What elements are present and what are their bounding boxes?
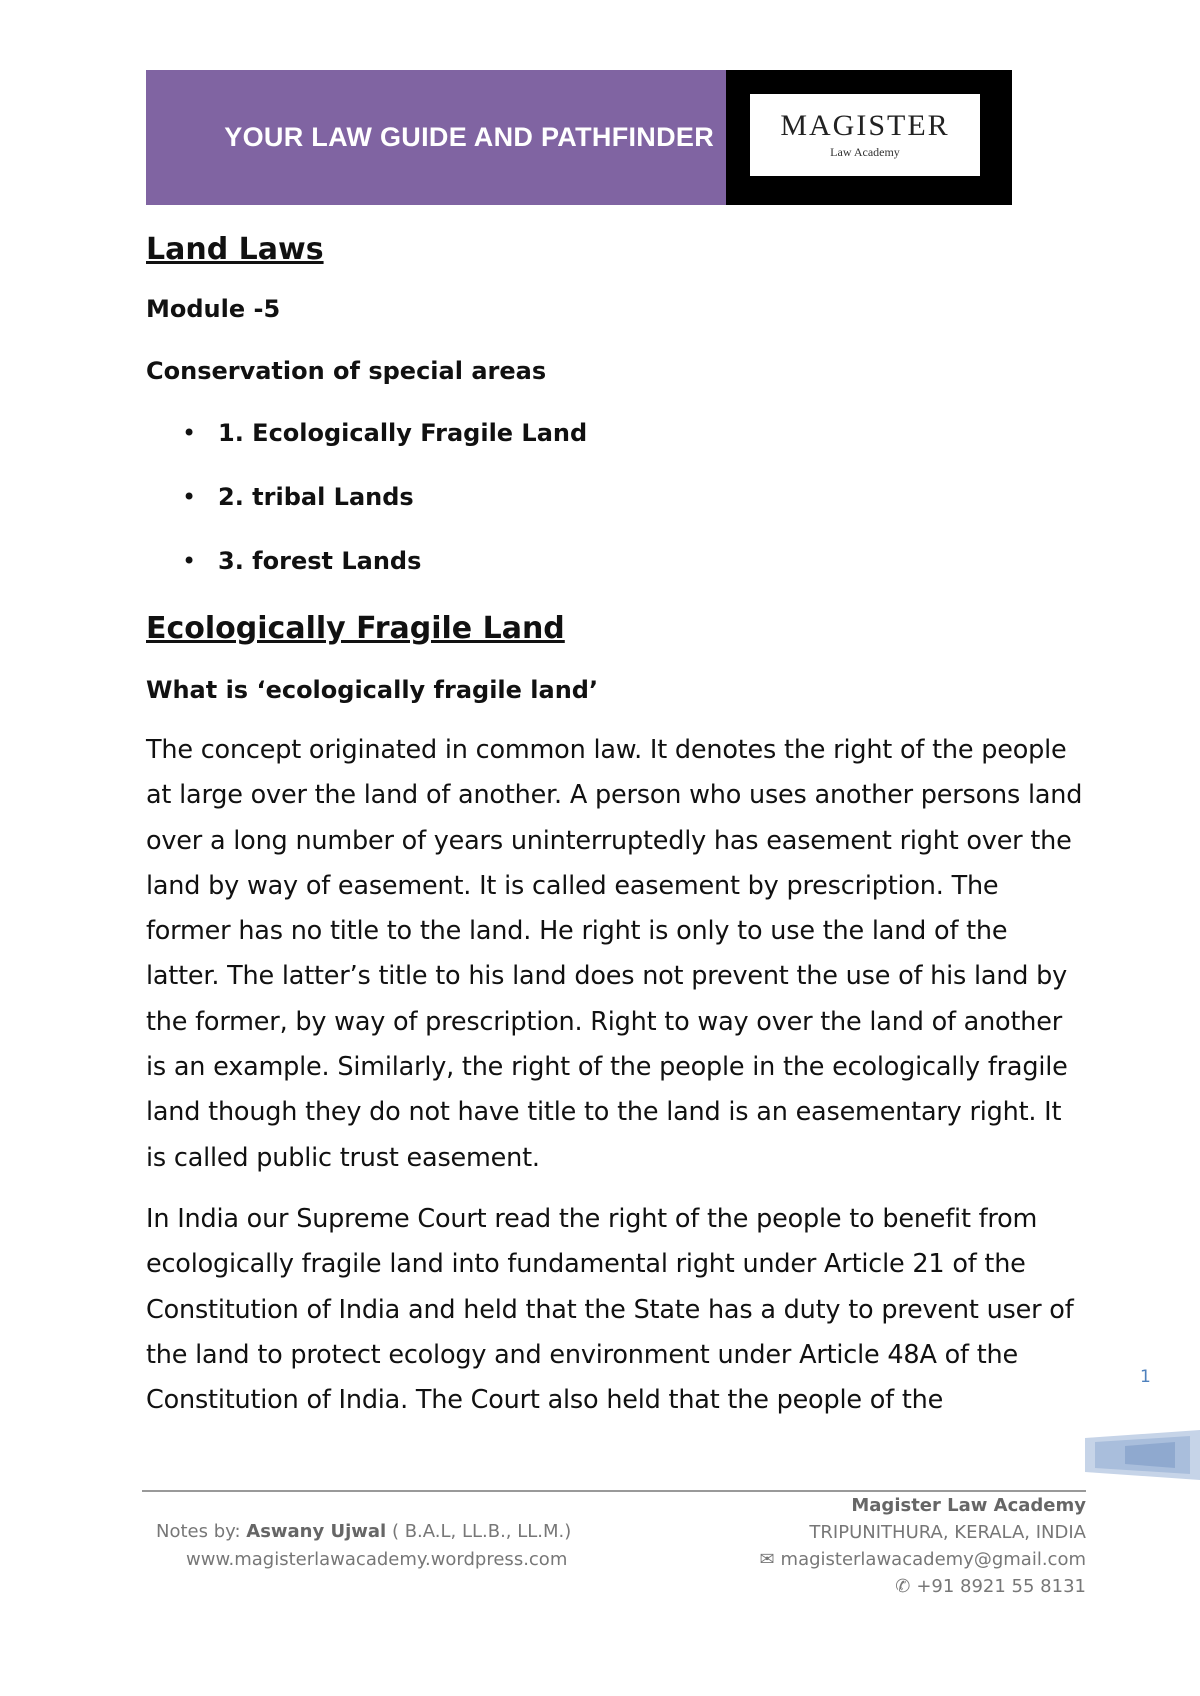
website-link[interactable]: www.magisterlawacademy.wordpress.com bbox=[186, 1549, 568, 1570]
document-title: Land Laws bbox=[146, 232, 324, 267]
topic-label: 3. forest Lands bbox=[218, 547, 422, 575]
footer-author bbox=[156, 1518, 571, 1574]
banner-logo-area bbox=[726, 70, 1012, 205]
author-name: Aswany Ujwal bbox=[246, 1521, 387, 1542]
org-location: TRIPUNITHURA, KERALA, INDIA bbox=[809, 1522, 1086, 1543]
magister-logo bbox=[750, 94, 980, 176]
author-credentials: ( B.A.L, LL.B., LL.M.) bbox=[386, 1521, 572, 1542]
module-label: Module -5 bbox=[146, 295, 281, 323]
notes-prefix: Notes by: bbox=[156, 1521, 247, 1542]
logo-title: MAGISTER bbox=[780, 108, 950, 142]
email-line bbox=[759, 1546, 1086, 1573]
envelope-icon: ✉ bbox=[759, 1549, 775, 1570]
page-number: 1 bbox=[1140, 1367, 1151, 1387]
banner-tagline: YOUR LAW GUIDE AND PATHFINDER bbox=[146, 70, 726, 205]
topic-heading: Conservation of special areas bbox=[146, 357, 547, 385]
phone-number: +91 8921 55 8131 bbox=[916, 1576, 1086, 1597]
topic-label: 1. Ecologically Fragile Land bbox=[218, 419, 588, 447]
bullet-icon: • bbox=[182, 483, 197, 511]
paragraph: In India our Supreme Court read the right of the people to benefit from ecologically fragile land into fundamental right under Article 21 of the Constitution of India and held that the State has a duty to prevent user of the land to protect ecology and environment under Article 48A of the Constitution of India. The Court also held that the people of the bbox=[146, 1203, 1074, 1416]
phone-icon: ✆ bbox=[895, 1576, 911, 1597]
footer-contact bbox=[759, 1492, 1086, 1600]
org-name: Magister Law Academy bbox=[851, 1495, 1086, 1516]
phone-line bbox=[759, 1573, 1086, 1600]
notes-credit bbox=[156, 1518, 571, 1546]
list-item bbox=[182, 547, 1086, 575]
list-item bbox=[182, 419, 1086, 447]
paragraph: The concept originated in common law. It denotes the right of the people at large over the land of another. A person who uses another persons land over a long number of years uninterruptedly has easement right over the land by way of easement. It is called easement by prescription. The former has no title to the land. He right is only to use the land of the latter. The latter’s title to his land does not prevent the use of his land by the former, by way of prescription. Right to way over the land of another is an example. Similarly, the right of the people in the ecologically fragile land though they do not have title to the land is an easementary right. It is called public trust easement. bbox=[146, 735, 1083, 1173]
bullet-icon: • bbox=[182, 547, 197, 575]
bullet-icon: • bbox=[182, 419, 197, 447]
topic-list bbox=[146, 419, 1086, 575]
logo-subtitle: Law Academy bbox=[830, 144, 900, 159]
document-body bbox=[146, 232, 1086, 1439]
email-link[interactable]: magisterlawacademy@gmail.com bbox=[780, 1549, 1086, 1570]
header-banner bbox=[146, 70, 1012, 205]
page-corner-decoration bbox=[1085, 1430, 1200, 1480]
question-heading: What is ‘ecologically fragile land’ bbox=[146, 676, 599, 704]
section-title: Ecologically Fragile Land bbox=[146, 611, 565, 646]
list-item bbox=[182, 483, 1086, 511]
topic-label: 2. tribal Lands bbox=[218, 483, 414, 511]
